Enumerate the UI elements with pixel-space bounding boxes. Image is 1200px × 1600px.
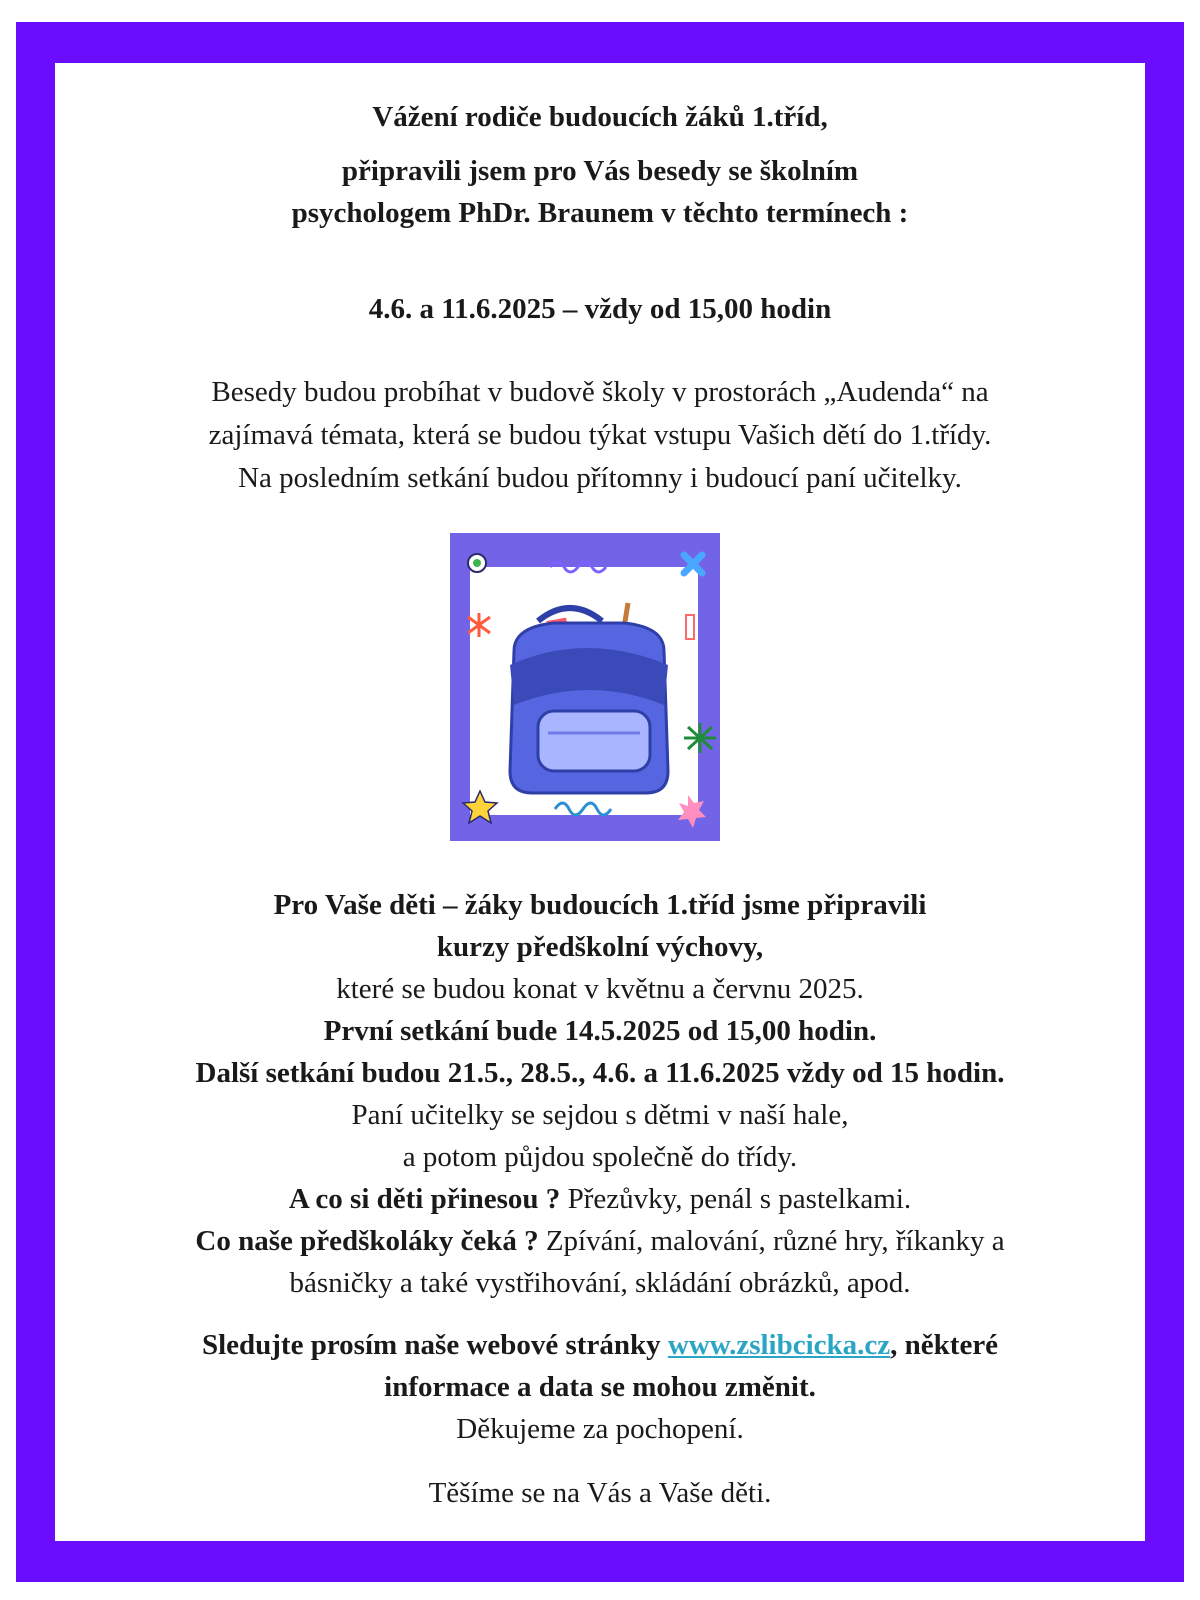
thanks-line: Děkujeme za pochopení. — [456, 1413, 744, 1445]
bar-doodle-icon — [686, 615, 694, 639]
squiggle-doodle-icon — [550, 562, 606, 572]
intro-line-2: připravili jsem pro Vás besedy se školním — [341, 155, 859, 187]
website-lead: Sledujte prosím naše webové stránky — [201, 1329, 661, 1361]
question-await-label: Co naše předškoláky čeká ? — [195, 1225, 539, 1257]
burst-doodle-icon — [684, 723, 716, 753]
question-bring-answer: Přezůvky, penál s pastelkami. — [567, 1183, 912, 1215]
asterisk-doodle-icon — [468, 613, 490, 637]
spiral-doodle-icon — [555, 803, 611, 815]
kurzy-line-2: kurzy předškolní výchovy, — [436, 931, 764, 963]
kurzy-line-6: Paní učitelky se sejdou s dětmi v naší hale, — [351, 1099, 849, 1131]
website-line — [55, 1329, 1145, 1362]
kurzy-line-3: které se budou konat v květnu a červnu 2025. — [336, 973, 864, 1005]
flower-doodle-icon — [468, 554, 486, 572]
intro-line-3: psychologem PhDr. Braunem v těchto termínech : — [291, 197, 909, 229]
pink-star-doodle-icon — [678, 795, 706, 828]
besedy-line-3: Na posledním setkání budou přítomny i budoucí paní učitelky. — [238, 462, 962, 494]
info-change-line: informace a data se mohou změnit. — [384, 1371, 816, 1403]
greeting-line: Vážení rodiče budoucích žáků 1.tříd, — [372, 101, 828, 133]
closing-line: Těšíme se na Vás a Vaše děti. — [428, 1477, 772, 1509]
besedy-line-2: zajímavá témata, která se budou týkat vstupu Vašich dětí do 1.třídy. — [208, 419, 992, 451]
question-await-answer-2: básničky a také vystřihování, skládání obrázků, apod. — [289, 1267, 911, 1299]
backpack-picture — [450, 533, 720, 841]
question-bring — [55, 1183, 1145, 1216]
website-link[interactable]: www.zslibcicka.cz — [667, 1329, 891, 1361]
next-meetings: Další setkání budou 21.5., 28.5., 4.6. a 11.6.2025 vždy od 15 hodin. — [195, 1057, 1005, 1089]
backpack-icon — [510, 603, 668, 793]
besedy-dates: 4.6. a 11.6.2025 – vždy od 15,00 hodin — [368, 293, 832, 325]
question-bring-label: A co si děti přinesou ? — [288, 1183, 561, 1215]
question-await-answer: Zpívání, malování, různé hry, říkanky a — [545, 1225, 1005, 1257]
cross-doodle-icon — [684, 555, 702, 573]
kurzy-line-1: Pro Vaše děti – žáky budoucích 1.tříd jsme připravili — [273, 889, 927, 921]
question-await — [55, 1225, 1145, 1258]
kurzy-line-7: a potom půjdou společně do třídy. — [402, 1141, 798, 1173]
besedy-line-1: Besedy budou probíhat v budově školy v prostorách „Audenda“ na — [211, 376, 989, 408]
flyer-page — [55, 63, 1145, 1541]
star-doodle-icon — [463, 791, 497, 823]
website-trail: , některé — [890, 1329, 999, 1361]
first-meeting: První setkání bude 14.5.2025 od 15,00 hodin. — [323, 1015, 877, 1047]
